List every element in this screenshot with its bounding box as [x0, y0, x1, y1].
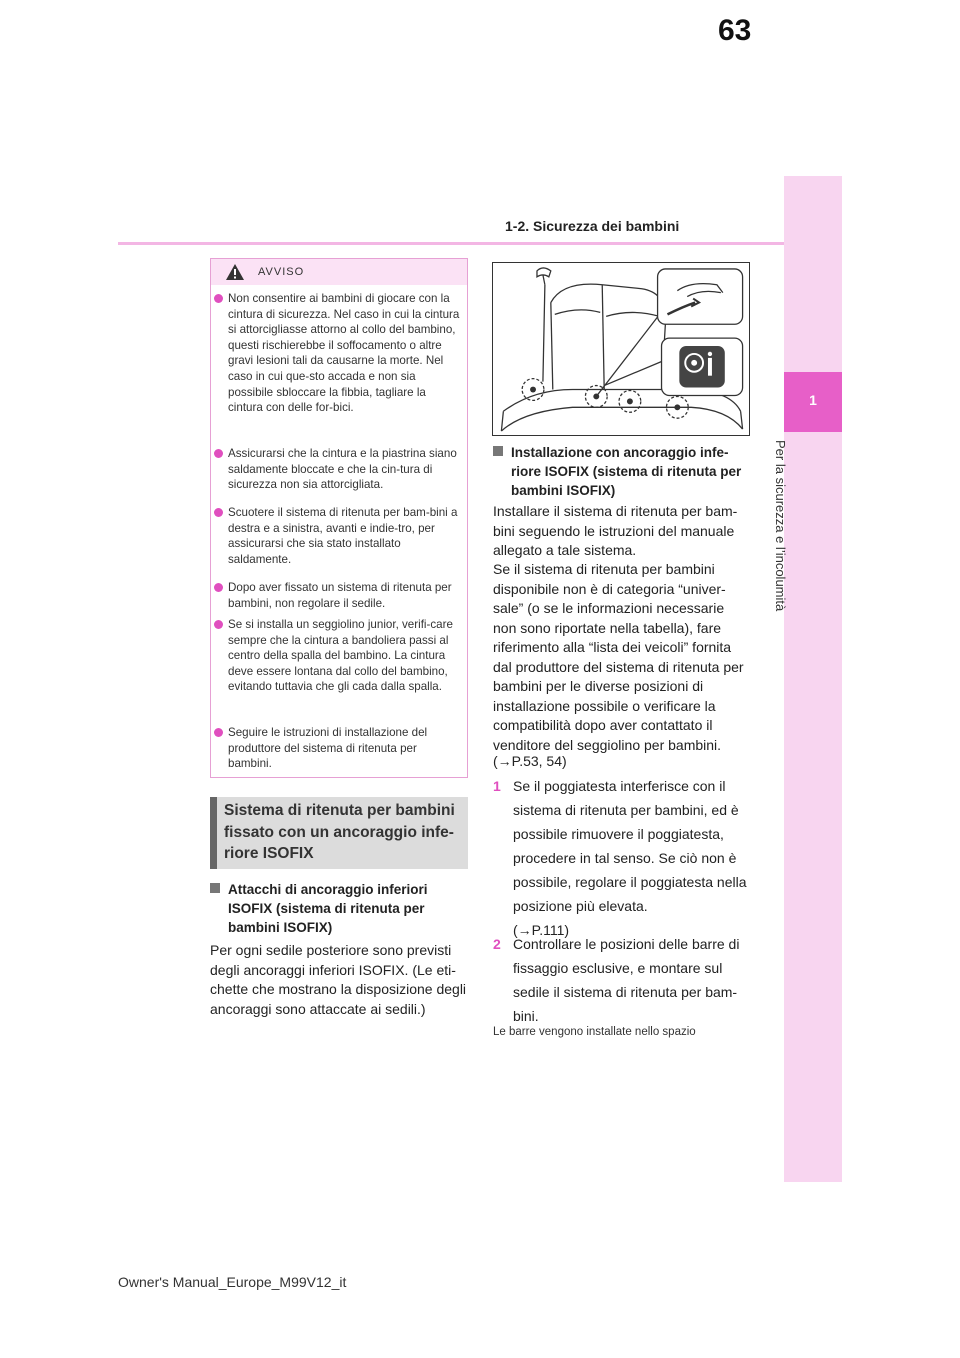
step-item: 2 Controllare le posizioni delle barre di fissaggio esclusive, e montare sul sedile il sistema di ritenuta per bam-bini. — [493, 932, 748, 1028]
chapter-label-container — [773, 440, 812, 680]
subsection-heading: Installazione con ancoraggio infe-riore ISOFIX (sistema di ritenuta per bambini ISOFIX) — [493, 443, 751, 500]
warning-title: AVVISO — [258, 266, 305, 278]
step-number: 1 — [493, 778, 501, 794]
bullet-icon — [214, 508, 223, 517]
step-number: 2 — [493, 936, 501, 952]
page-reference: (→P.53, 54) — [493, 753, 567, 769]
warning-item: Se si installa un seggiolino junior, verifi-care sempre che la cintura a bandoliera passi al centro della spalla del bambino. La cintura deve essere lontana dal collo del bambino, evitando tuttavia che gli cada dalla spalla. — [214, 617, 462, 695]
warning-item: Assicurarsi che la cintura e la piastrina siano saldamente bloccate e che la cin-tura di sicurezza non sia attorcigliata. — [214, 446, 462, 493]
warning-header — [211, 259, 467, 285]
square-bullet-icon — [210, 883, 220, 893]
step-item: 1 Se il poggiatesta interferisce con il sistema di ritenuta per bambini, ed è possibile rimuovere il poggiatesta, procedere in tal senso. Se ciò non è possibile, regolare il poggiatesta nella posizione più elevata. (→P.111) — [493, 774, 748, 942]
square-bullet-icon — [493, 446, 503, 456]
bullet-icon — [214, 728, 223, 737]
warning-triangle-icon — [225, 263, 245, 281]
warning-item: Seguire le istruzioni di installazione del produttore del sistema di ritenuta per bambini. — [214, 725, 462, 772]
bullet-icon — [214, 294, 223, 303]
page-reference: (→P.111) — [513, 922, 570, 938]
subsection-heading: Attacchi di ancoraggio inferiori ISOFIX (sistema di ritenuta per bambini ISOFIX) — [210, 880, 468, 937]
warning-item: Non consentire ai bambini di giocare con la cintura di sicurezza. Nel caso in cui la cintura si attorcigliasse attorno al collo del bambino, questi rischierebbe il soffocamento o altre gravi lesioni tali da causarne la morte. Nel caso in cui que-sto accada e non sia possibile sbloccare la fibbia, tagliare la cintura con delle for-bici. — [214, 291, 462, 416]
isofix-seat-illustration — [492, 262, 750, 436]
continued-text: Le barre vengono installate nello spazio — [493, 1026, 696, 1038]
warning-item: Scuotere il sistema di ritenuta per bam-bini a destra e a sinistra, avanti e indie-tro, per assicurarsi che sia stato installato saldamente. — [214, 505, 462, 567]
bullet-icon — [214, 449, 223, 458]
chapter-number: 1 — [809, 392, 817, 408]
warning-item: Dopo aver fissato un sistema di ritenuta per bambini, non regolare il sedile. — [214, 580, 462, 611]
header-divider — [118, 242, 784, 245]
bullet-icon — [214, 583, 223, 592]
section-heading: Sistema di ritenuta per bambini fissato con un ancoraggio infe-riore ISOFIX — [224, 802, 455, 862]
page-number: 63 — [718, 14, 752, 47]
body-paragraph: Se il sistema di ritenuta per bambini disponibile non è di categoria “univer-sale” (o se le informazioni necessarie non sono riportate nella tabella), fare riferimento alla “lista dei veicoli” fornita dal produttore del sistema di ritenuta per bambini per le diverse posizioni di installazione possibile o verificare la compatibilità dopo aver contattato il venditore del seggiolino per bambini. — [493, 561, 744, 753]
section-heading-bar — [210, 797, 217, 869]
body-paragraph: Installare il sistema di ritenuta per bam-bini seguendo le istruzioni del manuale allegato a tale sistema. — [493, 503, 738, 558]
chapter-label: Per la sicurezza e l’incolumità — [773, 440, 788, 612]
bullet-icon — [214, 620, 223, 629]
manual-identifier: Owner's Manual_Europe_M99V12_it — [118, 1274, 347, 1290]
section-title: 1-2. Sicurezza dei bambini — [505, 218, 680, 234]
body-paragraph: Per ogni sedile posteriore sono previsti degli ancoraggi inferiori ISOFIX. (Le eti-chette che mostrano la disposizione degli ancoraggi sono attaccate ai sedili.) — [210, 942, 467, 1017]
